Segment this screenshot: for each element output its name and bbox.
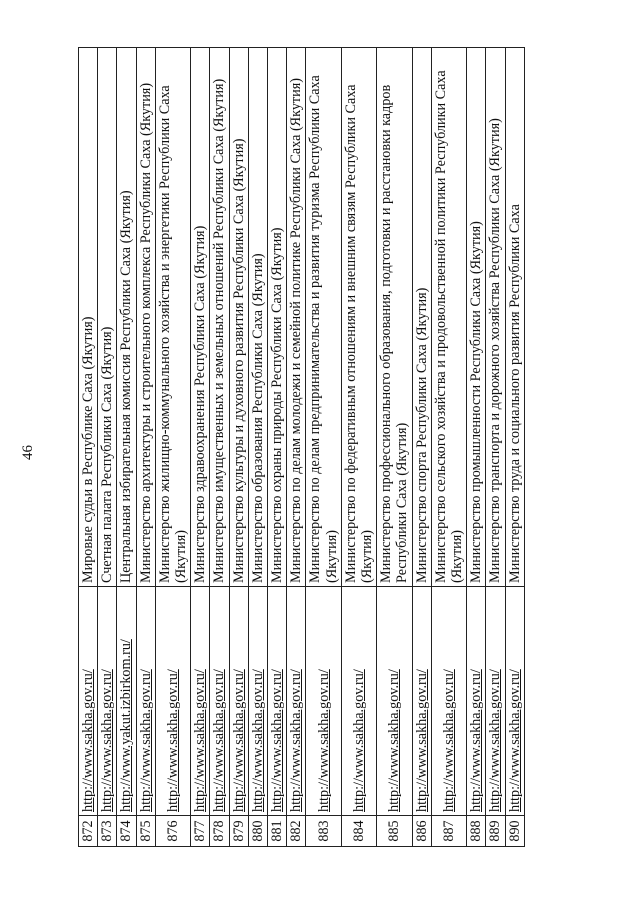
row-number: 886 (412, 816, 431, 847)
page-number: 46 (20, 445, 36, 460)
website-link[interactable]: http://www.sakha.gov.ru/ (440, 669, 457, 812)
website-link[interactable]: http://www.yakut.izbirkom.ru/ (118, 639, 135, 812)
url-cell (341, 587, 376, 816)
url-cell (155, 587, 190, 816)
organization-name: Мировые судьи в Республике Саха (Якутия) (79, 48, 98, 587)
website-link[interactable]: http://www.sakha.gov.ru/ (468, 669, 485, 812)
table-row (155, 48, 190, 847)
url-cell (467, 587, 486, 816)
table-row (229, 48, 248, 847)
row-number: 880 (248, 816, 267, 847)
organization-name: Министерство архитектуры и строительного комплекса Республики Саха (Якутия) (136, 48, 155, 587)
organization-name: Министерство имущественных и земельных отношений Республики Саха (Якутия) (210, 48, 229, 587)
website-link[interactable]: http://www.sakha.gov.ru/ (288, 669, 305, 812)
website-link[interactable]: http://www.sakha.gov.ru/ (350, 669, 367, 812)
url-cell (486, 587, 505, 816)
website-link[interactable]: http://www.sakha.gov.ru/ (192, 669, 209, 812)
url-cell (191, 587, 210, 816)
organization-name: Министерство труда и социального развития Республики Саха (505, 48, 524, 587)
row-number: 889 (486, 816, 505, 847)
url-cell (268, 587, 287, 816)
row-number: 872 (79, 816, 98, 847)
table-row (341, 48, 376, 847)
organization-name: Министерство по делам предпринимательства и развития туризма Республики Саха (Якутия) (306, 48, 341, 587)
organization-name: Министерство охраны природы Республики Саха (Якутия) (268, 48, 287, 587)
website-link[interactable]: http://www.sakha.gov.ru/ (487, 669, 504, 812)
row-number: 881 (268, 816, 287, 847)
organization-name: Министерство по делам молодежи и семейной политике Республики Саха (Якутия) (287, 48, 306, 587)
website-link[interactable]: http://www.sakha.gov.ru/ (211, 669, 228, 812)
url-cell (287, 587, 306, 816)
table-row (79, 48, 98, 847)
url-cell (431, 587, 466, 816)
row-number: 879 (229, 816, 248, 847)
website-link[interactable]: http://www.sakha.gov.ru/ (386, 669, 403, 812)
table-row (248, 48, 267, 847)
registry-table-body (79, 48, 525, 847)
organization-name: Министерство жилищно-коммунального хозяйства и энергетики Республики Саха (Якутия) (155, 48, 190, 587)
table-row (117, 48, 136, 847)
table-row (377, 48, 412, 847)
table-row (136, 48, 155, 847)
table-row (98, 48, 117, 847)
row-number: 874 (117, 816, 136, 847)
row-number: 875 (136, 816, 155, 847)
url-cell (248, 587, 267, 816)
table-row (287, 48, 306, 847)
organization-name: Счетная палата Республики Саха (Якутия) (98, 48, 117, 587)
row-number: 888 (467, 816, 486, 847)
table-row (268, 48, 287, 847)
row-number: 878 (210, 816, 229, 847)
organization-name: Министерство образования Республики Саха (Якутия) (248, 48, 267, 587)
table-row (412, 48, 431, 847)
website-link[interactable]: http://www.sakha.gov.ru/ (249, 669, 266, 812)
website-link[interactable]: http://www.sakha.gov.ru/ (99, 669, 116, 812)
table-row (191, 48, 210, 847)
organization-name: Министерство промышленности Республики Саха (Якутия) (467, 48, 486, 587)
website-link[interactable]: http://www.sakha.gov.ru/ (80, 669, 96, 812)
table-row (467, 48, 486, 847)
organization-name: Центральная избирательная комиссия Республики Саха (Якутия) (117, 48, 136, 587)
table-row (505, 48, 524, 847)
url-cell (117, 587, 136, 816)
website-link[interactable]: http://www.sakha.gov.ru/ (164, 669, 181, 812)
row-number: 884 (341, 816, 376, 847)
website-link[interactable]: http://www.sakha.gov.ru/ (315, 669, 332, 812)
row-number: 890 (505, 816, 524, 847)
website-link[interactable]: http://www.sakha.gov.ru/ (269, 669, 286, 812)
row-number: 883 (306, 816, 341, 847)
url-cell (229, 587, 248, 816)
row-number: 876 (155, 816, 190, 847)
url-cell (136, 587, 155, 816)
website-link[interactable]: http://www.sakha.gov.ru/ (137, 669, 154, 812)
registry-table (78, 47, 525, 847)
table-row (210, 48, 229, 847)
url-cell (306, 587, 341, 816)
row-number: 887 (431, 816, 466, 847)
table-row (431, 48, 466, 847)
table-row (486, 48, 505, 847)
url-cell (412, 587, 431, 816)
row-number: 885 (377, 816, 412, 847)
url-cell (98, 587, 117, 816)
website-link[interactable]: http://www.sakha.gov.ru/ (413, 669, 430, 812)
organization-name: Министерство профессионального образования, подготовки и расстановки кадров Республики Саха (Якутия) (377, 48, 412, 587)
organization-name: Министерство сельского хозяйства и продовольственной политики Республики Саха (Якутия) (431, 48, 466, 587)
website-link[interactable]: http://www.sakha.gov.ru/ (230, 669, 247, 812)
row-number: 873 (98, 816, 117, 847)
organization-name: Министерство по федеративным отношениям и внешним связям Республики Саха (Якутия) (341, 48, 376, 587)
url-cell (79, 587, 98, 816)
organization-name: Министерство спорта Республики Саха (Якутия) (412, 48, 431, 587)
url-cell (210, 587, 229, 816)
organization-name: Министерство здравоохранения Республики Саха (Якутия) (191, 48, 210, 587)
website-link[interactable]: http://www.sakha.gov.ru/ (506, 669, 523, 812)
table-row (306, 48, 341, 847)
organization-name: Министерство транспорта и дорожного хозяйства Республики Саха (Якутия) (486, 48, 505, 587)
row-number: 877 (191, 816, 210, 847)
url-cell (377, 587, 412, 816)
url-cell (505, 587, 524, 816)
row-number: 882 (287, 816, 306, 847)
organization-name: Министерство культуры и духовного развития Республики Саха (Якутия) (229, 48, 248, 587)
